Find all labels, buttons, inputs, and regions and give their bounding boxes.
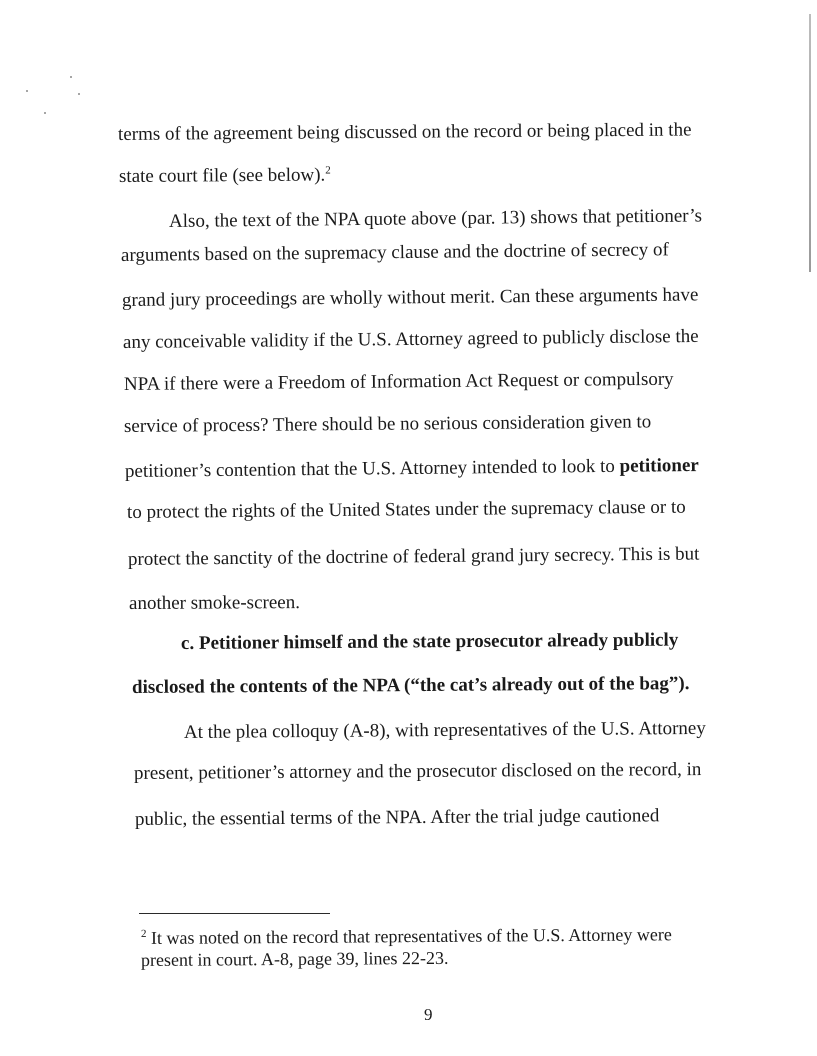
body-line: Also, the text of the NPA quote above (par. 13) shows that petitioner’s [168, 205, 703, 232]
body-line: At the plea colloquy (A-8), with representatives of the U.S. Attorney [183, 717, 706, 743]
footnote-marker: 2 [140, 927, 147, 940]
body-line: terms of the agreement being discussed on the record or being placed in the [117, 119, 692, 145]
page-number: 9 [424, 1005, 433, 1024]
scan-speck [70, 76, 72, 78]
footnote [141, 924, 672, 948]
scan-speck [44, 112, 46, 114]
body-line: NPA if there were a Freedom of Information Act Request or compulsory [123, 368, 674, 395]
body-line: any conceivable validity if the U.S. Attorney agreed to publicly disclose the [122, 325, 699, 353]
body-line: service of process? There should be no serious consideration given to [123, 411, 652, 437]
body-line-text: petitioner’s contention that the U.S. Attorney intended to look to [124, 455, 620, 482]
footnote-reference: 2 [325, 164, 331, 177]
body-line-text: state court file (see below). [118, 164, 326, 187]
scan-edge-shadow [809, 14, 811, 272]
section-heading: c. Petitioner himself and the state prosecutor already publicly [180, 629, 679, 654]
body-line: another smoke-screen. [128, 592, 300, 614]
scan-speck [78, 93, 80, 95]
emphasized-word: petitioner [619, 454, 699, 477]
body-line: protect the sanctity of the doctrine of federal grand jury secrecy. This is but [127, 543, 700, 570]
body-line: public, the essential terms of the NPA. After the trial judge cautioned [134, 805, 660, 830]
body-line [119, 165, 331, 188]
scan-speck [26, 90, 28, 92]
body-line: to protect the rights of the United States under the supremacy clause or to [126, 496, 686, 523]
footnote-continuation: present in court. A-8, page 39, lines 22-23. [140, 947, 449, 970]
footnote-separator [139, 913, 330, 914]
body-line: grand jury proceedings are wholly without merit. Can these arguments have [121, 284, 699, 311]
section-heading: disclosed the contents of the NPA (“the cat’s already out of the bag”). [131, 673, 690, 698]
body-line [125, 455, 699, 483]
body-line: present, petitioner’s attorney and the prosecutor disclosed on the record, in [133, 759, 702, 784]
footnote-text: It was noted on the record that representatives of the U.S. Attorney were [146, 924, 672, 948]
body-line: arguments based on the supremacy clause and the doctrine of secrecy of [120, 239, 669, 266]
